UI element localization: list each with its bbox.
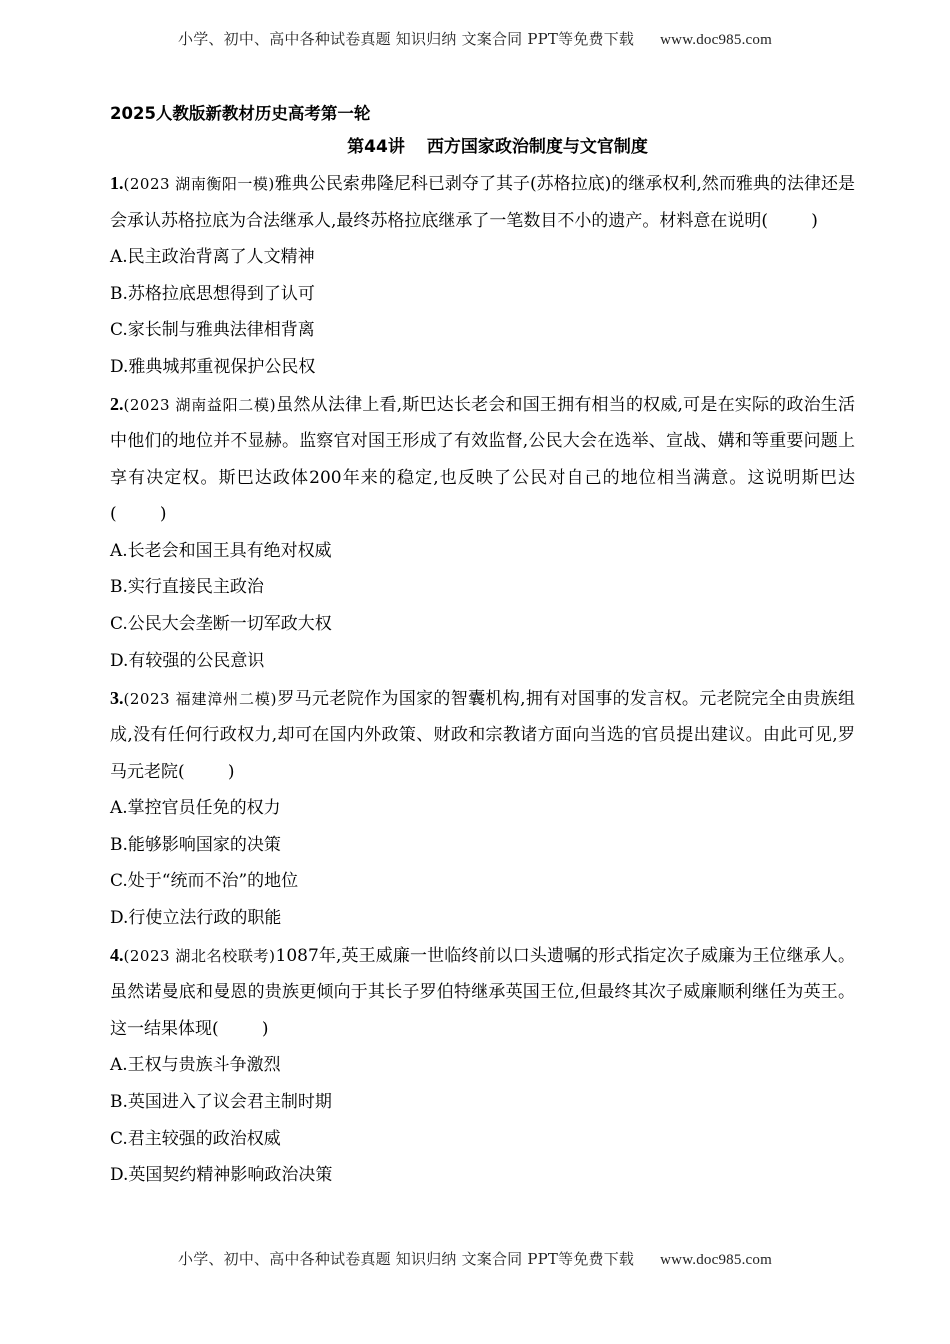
question-stem bbox=[110, 386, 855, 533]
page-footer bbox=[0, 1248, 950, 1269]
question-source: (2023 湖南益阳二模) bbox=[123, 395, 277, 414]
question-text: 虽然从法律上看,斯巴达长老会和国王拥有相当的权威,可是在实际的政治生活中他们的地位并不显赫。监察官对国王形成了有效监督,公民大会在选举、宣战、媾和等重要问题上享有决定权。斯巴达政体200年来的稳定,也反映了公民对自己的地位相当满意。这说明斯巴达 bbox=[110, 394, 855, 488]
lecture-topic: 西方国家政治制度与文官制度 bbox=[426, 137, 648, 157]
lecture-title bbox=[110, 127, 855, 165]
option-b: B.苏格拉底思想得到了认可 bbox=[110, 283, 315, 304]
option-c: C.处于“统而不治”的地位 bbox=[110, 871, 299, 892]
question-text: 罗马元老院作为国家的智囊机构,拥有对国事的发言权。元老院完全由贵族组成,没有任何行政权力,却可在国内外政策、财政和宗教诸方面向当选的官员提出建议。由此可见,罗马元老院 bbox=[110, 688, 855, 782]
option-a: A.王权与贵族斗争激烈 bbox=[110, 1055, 281, 1076]
option-d: D.雅典城邦重视保护公民权 bbox=[110, 357, 316, 378]
option-c: C.公民大会垄断一切军政大权 bbox=[110, 614, 332, 635]
option-a: A.民主政治背离了人文精神 bbox=[110, 247, 315, 267]
option-c: C.家长制与雅典法律相背离 bbox=[110, 320, 315, 341]
option-b: B.实行直接民主政治 bbox=[110, 577, 264, 598]
question-number: 3. bbox=[110, 687, 124, 708]
footer-banner-text: 小学、初中、高中各种试卷真题 知识归纳 文案合同 PPT等免费下载 bbox=[178, 1250, 635, 1268]
header-url-link[interactable]: www.doc985.com bbox=[660, 32, 772, 48]
question-source: (2023 湖北名校联考) bbox=[123, 946, 276, 965]
page-header bbox=[0, 28, 950, 49]
option-d: D.行使立法行政的职能 bbox=[110, 908, 282, 929]
lecture-number: 第44讲 bbox=[347, 137, 405, 157]
question-1 bbox=[110, 165, 855, 386]
answer-blank: ( ) bbox=[110, 504, 167, 525]
question-text: 雅典公民索弗隆尼科已剥夺了其子(苏格拉底)的继承权利,然而雅典的法律还是会承认苏格拉底为合法继承人,最终苏格拉底继承了一笔数目不小的遗产。材料意在说明 bbox=[110, 174, 855, 231]
option-b: B.能够影响国家的决策 bbox=[110, 834, 281, 855]
question-number: 1. bbox=[110, 173, 124, 193]
question-number: 4. bbox=[110, 944, 124, 965]
option-c: C.君主较强的政治权威 bbox=[110, 1128, 281, 1149]
option-a: A.掌控官员任免的权力 bbox=[110, 798, 281, 818]
question-stem bbox=[110, 937, 855, 1048]
answer-blank: ( ) bbox=[178, 761, 235, 782]
header-banner-text: 小学、初中、高中各种试卷真题 知识归纳 文案合同 PPT等免费下载 bbox=[178, 30, 635, 48]
question-text: 1087年,英王威廉一世临终前以口头遗嘱的形式指定次子威廉为王位继承人。虽然诺曼底和曼恩的贵族更倾向于其长子罗伯特继承英国王位,但最终其次子威廉顺利继任为英王。这一结果体现 bbox=[110, 945, 855, 1039]
question-source: (2023 湖南衡阳一模) bbox=[123, 175, 275, 193]
option-b: B.英国进入了议会君主制时期 bbox=[110, 1091, 332, 1112]
option-d: D.有较强的公民意识 bbox=[110, 650, 265, 671]
answer-blank: ( ) bbox=[212, 1018, 269, 1039]
question-stem bbox=[110, 680, 855, 791]
option-d: D.英国契约精神影响政治决策 bbox=[110, 1165, 333, 1186]
question-stem bbox=[110, 165, 855, 239]
document-body bbox=[110, 101, 855, 1194]
question-4 bbox=[110, 937, 855, 1194]
option-a: A.长老会和国王具有绝对权威 bbox=[110, 540, 332, 561]
question-2 bbox=[110, 386, 855, 680]
footer-url-link[interactable]: www.doc985.com bbox=[660, 1252, 772, 1268]
question-number: 2. bbox=[110, 393, 124, 414]
question-source: (2023 福建漳州二模) bbox=[123, 689, 278, 708]
answer-blank: ( ) bbox=[761, 210, 818, 231]
question-3 bbox=[110, 680, 855, 937]
series-title: 2025人教版新教材历史高考第一轮 bbox=[110, 104, 371, 123]
